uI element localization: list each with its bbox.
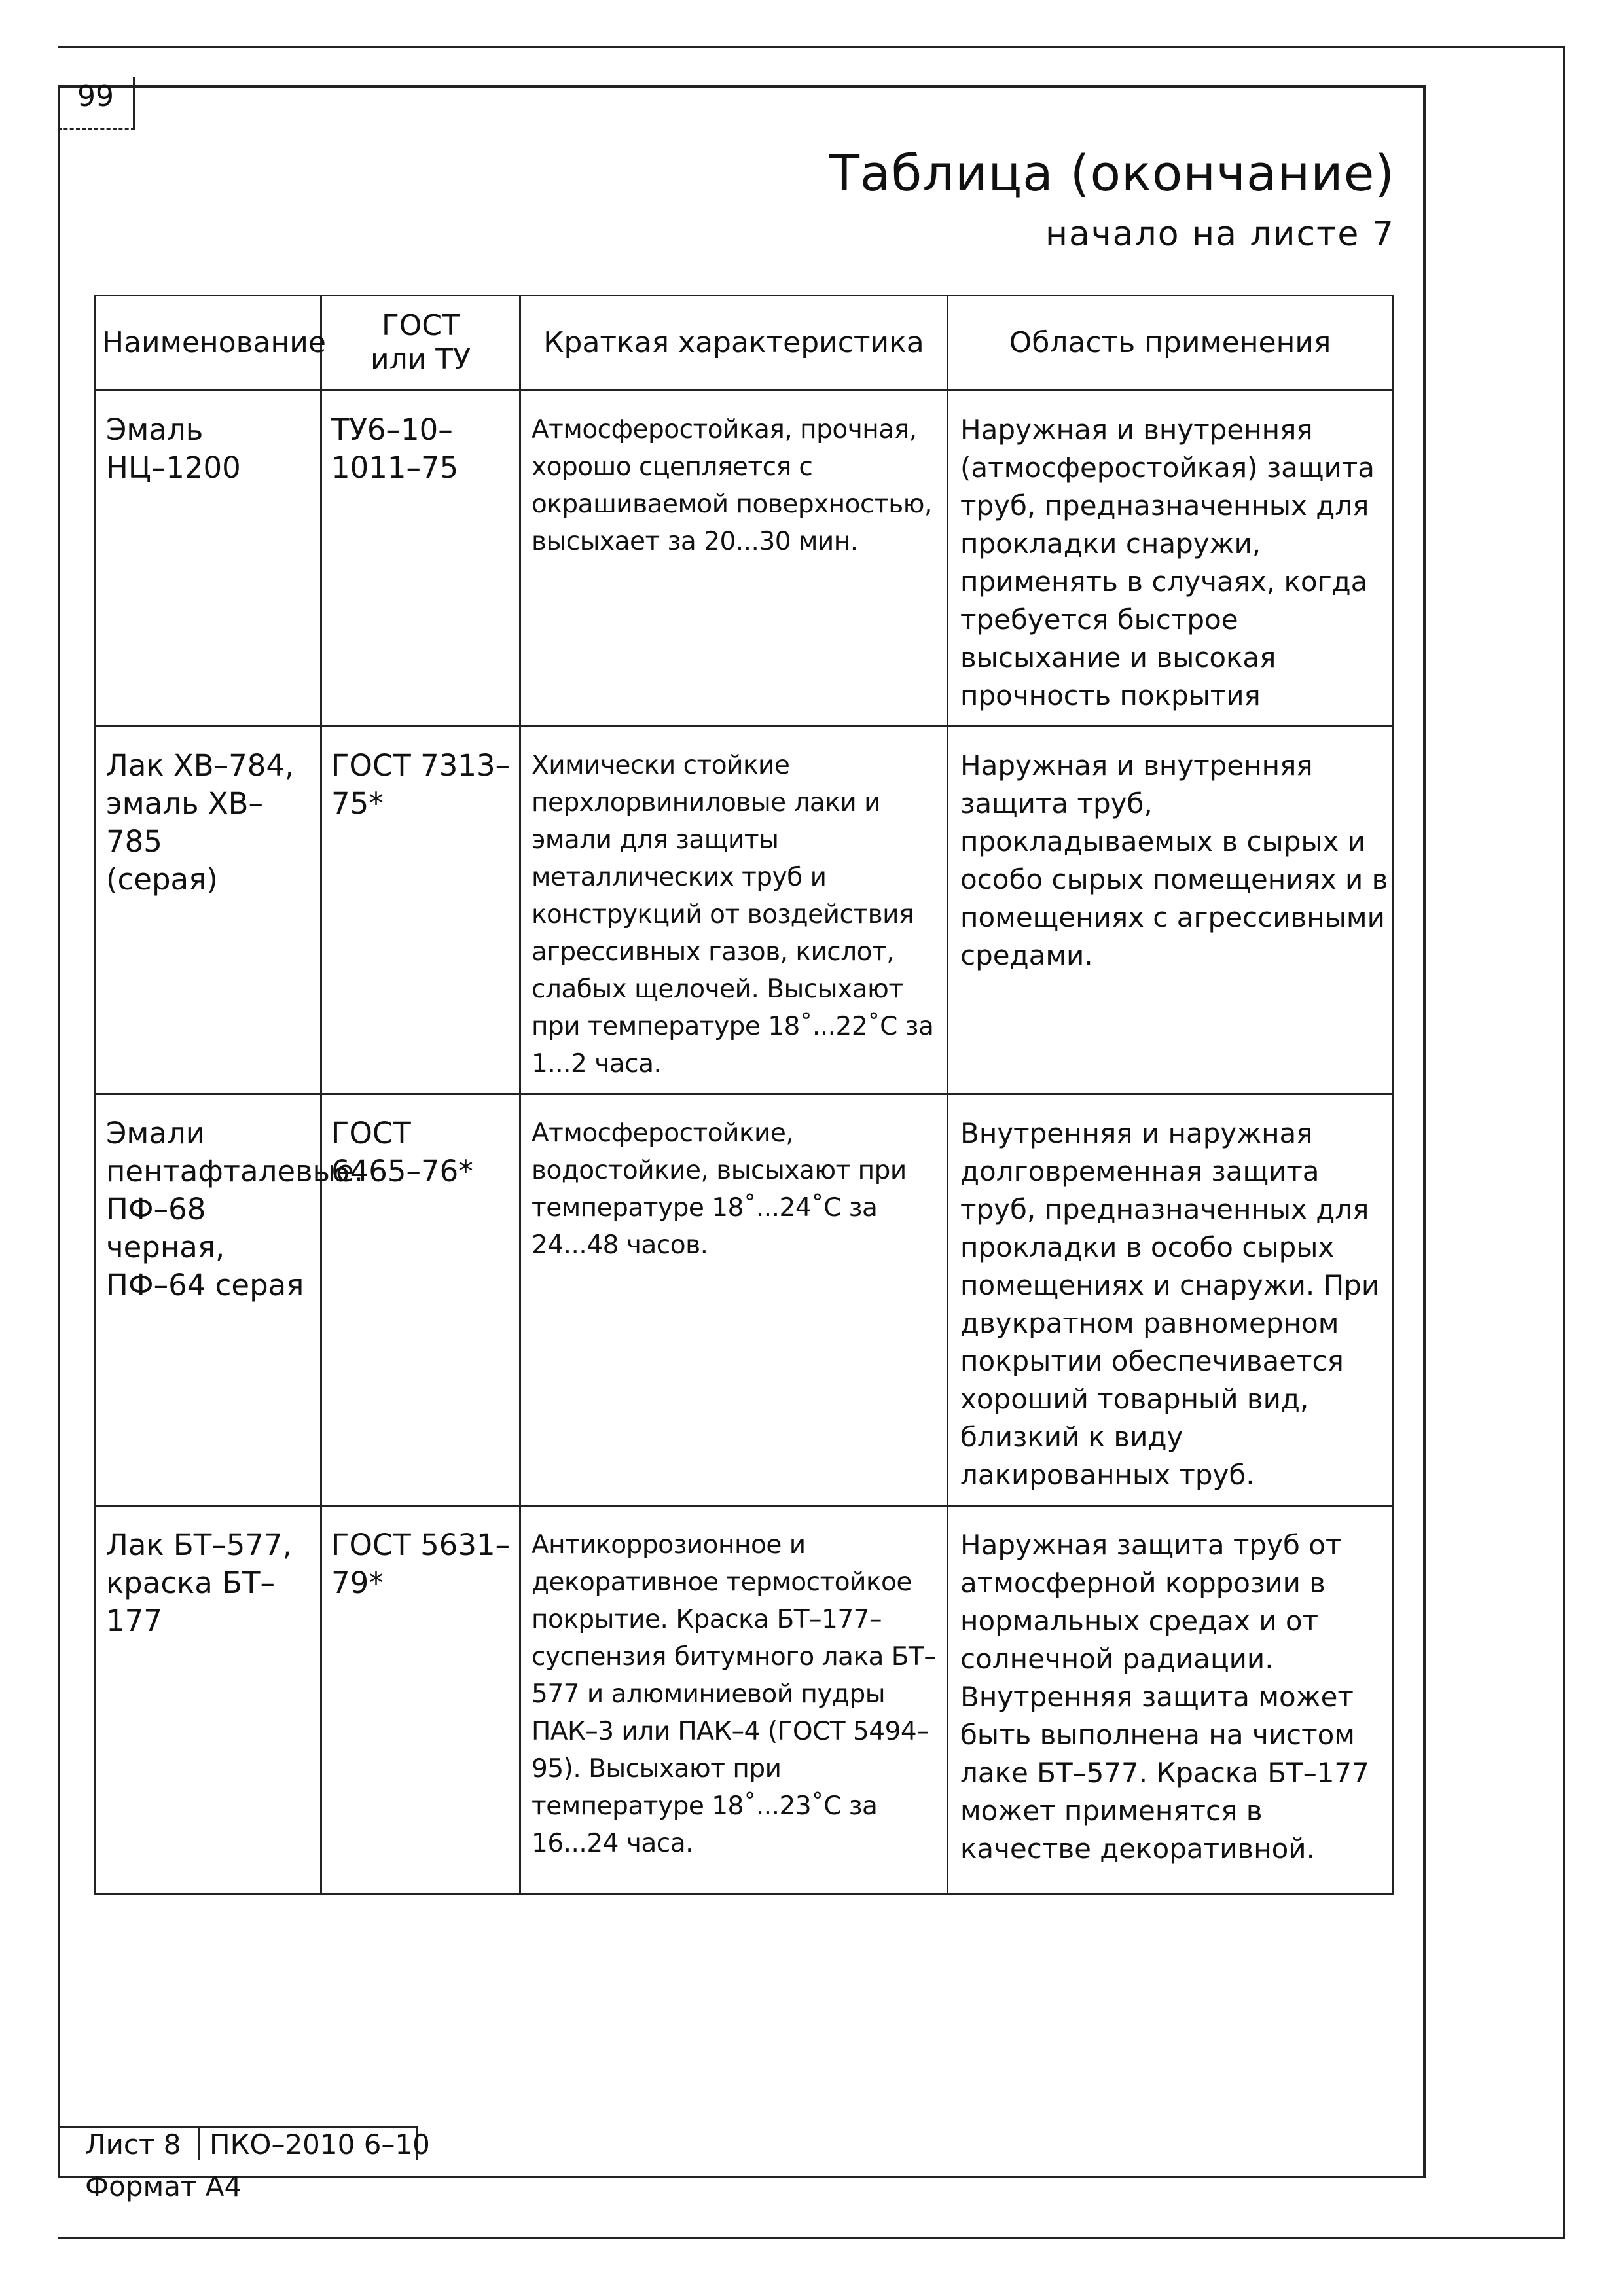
bottom-trim-line: [58, 2237, 1565, 2239]
cell-name: Эмаль НЦ–1200: [95, 391, 321, 726]
cell-name: Эмали пентафталевые. ПФ–68 черная, ПФ–64 серая: [95, 1094, 321, 1506]
cell-description: Атмосферостойкие, водостойкие, высыхают при температуре 18˚...24˚С за 24...48 часов.: [520, 1094, 948, 1506]
table-row: [95, 726, 1393, 1094]
spec-table: [94, 295, 1394, 1895]
cell-application: Наружная и внутренняя (атмосферостойкая) защита труб, предназначенных для прокладки снаружи, применять в случаях, когда требуется быстрое высыхание и высокая прочность покрытия: [948, 391, 1393, 726]
table-header-row: [95, 296, 1393, 391]
cell-name: Лак БТ–577, краска БТ–177: [95, 1506, 321, 1894]
cell-description: Антикоррозионное и декоративное термостойкое покрытие. Краска БТ–177– суспензия битумного лака БТ–577 и алюминиевой пудры ПАК–3 или ПАК–4 (ГОСТ 5494–95). Высыхают при температуре 18˚...23˚С за 16...24 часа.: [520, 1506, 948, 1894]
cell-description: Химически стойкие перхлорвиниловые лаки и эмали для защиты металлических труб и конструкций от воздействия агрессивных газов, кислот, слабых щелочей. Высыхают при температуре 18˚...22˚С за 1...2 часа.: [520, 726, 948, 1094]
top-trim-line: [58, 46, 1565, 48]
stamp-divider: [198, 2126, 200, 2160]
right-trim-line: [1563, 46, 1565, 2239]
cell-name: Лак ХВ–784, эмаль ХВ–785 (серая): [95, 726, 321, 1094]
document-code: ПКО–2010 6–10: [209, 2128, 430, 2161]
cell-gost: ТУ6–10– 1011–75: [321, 391, 520, 726]
sheet-label: Лист 8: [85, 2128, 181, 2161]
cell-application: Наружная защита труб от атмосферной коррозии в нормальных средах и от солнечной радиации. Внутренняя защита может быть выполнена на чистом лаке БТ–577. Краска БТ–177 может применятся в качестве декоративной.: [948, 1506, 1393, 1894]
cell-application: Внутренняя и наружная долговременная защита труб, предназначенных для прокладки в особо сырых помещениях и снаружи. При двукратном равномерном покрытии обеспечивается хороший товарный вид, близкий к виду лакированных труб.: [948, 1094, 1393, 1506]
table-row: [95, 391, 1393, 726]
header-description: Краткая характеристика: [520, 296, 948, 391]
header-gost: ГОСТ или ТУ: [321, 296, 520, 391]
table-row: [95, 1094, 1393, 1506]
table-row: [95, 1506, 1393, 1894]
cell-gost: ГОСТ 7313–75*: [321, 726, 520, 1094]
header-name: Наименование: [95, 296, 321, 391]
page-number: 99: [77, 80, 114, 113]
cell-application: Наружная и внутренняя защита труб, прокладываемых в сырых и особо сырых помещениях и в помещениях с агрессивными средами.: [948, 726, 1393, 1094]
header-application: Область применения: [948, 296, 1393, 391]
page-number-box: [58, 77, 135, 130]
table-title: Таблица (окончание): [829, 144, 1395, 202]
cell-gost: ГОСТ 5631–79*: [321, 1506, 520, 1894]
cell-description: Атмосферостойкая, прочная, хорошо сцепляется с окрашиваемой поверхностью, высыхает за 20...30 мин.: [520, 391, 948, 726]
format-label: Формат А4: [85, 2170, 242, 2202]
cell-gost: ГОСТ 6465–76*: [321, 1094, 520, 1506]
table-subtitle: начало на листе 7: [1045, 215, 1395, 254]
